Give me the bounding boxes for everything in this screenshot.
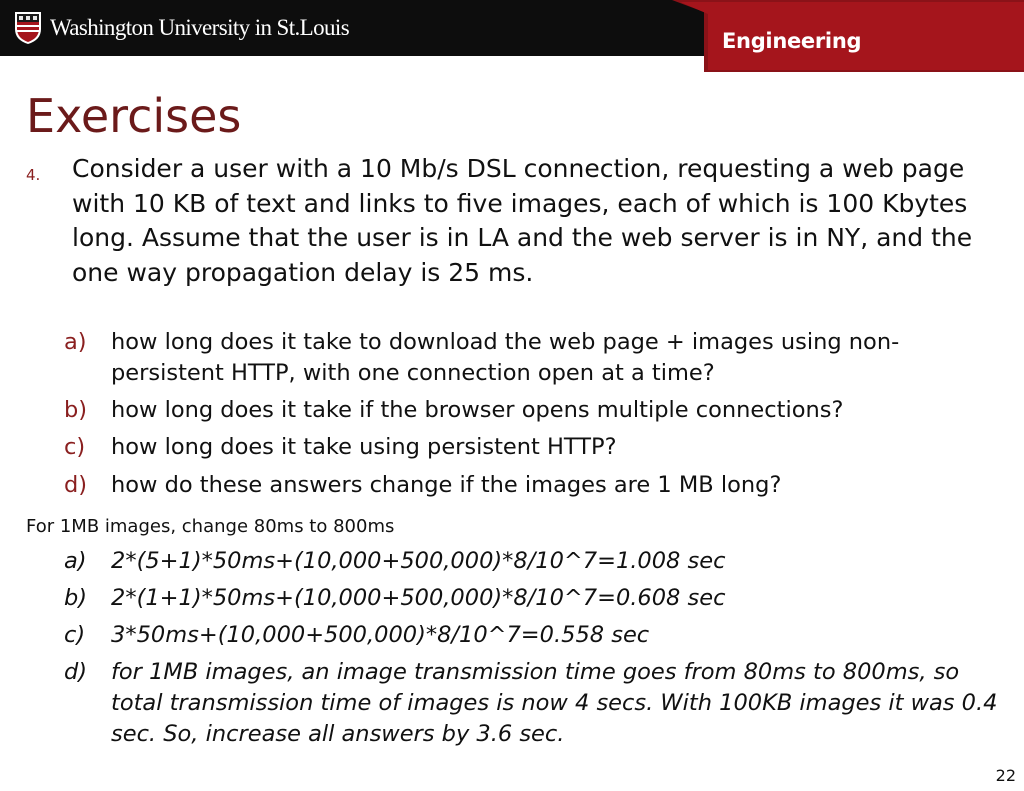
- answer-text: 2*(1+1)*50ms+(10,000+500,000)*8/10^7=0.608 sec: [111, 585, 726, 611]
- subquestion-marker: c): [64, 434, 86, 460]
- page-number: 22: [995, 766, 1016, 785]
- answer-d: [64, 657, 1004, 750]
- university-name: Washington University in St.Louis: [50, 15, 350, 40]
- subquestion-d: [64, 470, 1004, 501]
- answer-marker: a): [64, 548, 87, 574]
- slide-title: Exercises: [26, 89, 242, 143]
- answer-c: [64, 620, 1004, 651]
- subquestion-text: how long does it take using persistent HTTP?: [111, 434, 617, 460]
- question-number: 4.: [26, 166, 41, 184]
- answer-b: [64, 583, 1004, 614]
- subquestion-b: [64, 395, 1004, 426]
- answer-marker: c): [64, 622, 86, 648]
- subquestion-marker: b): [64, 397, 88, 423]
- answer-marker: d): [64, 659, 88, 685]
- engineering-label: Engineering: [722, 29, 862, 53]
- answer-text: 3*50ms+(10,000+500,000)*8/10^7=0.558 sec: [111, 622, 650, 648]
- answer-text: 2*(5+1)*50ms+(10,000+500,000)*8/10^7=1.008 sec: [111, 548, 726, 574]
- university-crest-icon: [14, 11, 42, 45]
- subquestion-marker: d): [64, 472, 88, 498]
- answer-text: for 1MB images, an image transmission time goes from 80ms to 800ms, so total transmission time of images is now 4 secs. With 100KB images it was 0.4 sec. So, increase all answers by 3.6 sec.: [111, 659, 998, 747]
- question-text: Consider a user with a 10 Mb/s DSL connection, requesting a web page with 10 KB of text and links to five images, each of which is 100 Kbytes long. Assume that the user is in LA and the web server is in NY, and the one way propagation delay is 25 ms.: [72, 154, 973, 287]
- subquestion-a: [64, 327, 1004, 389]
- subquestion-c: [64, 432, 1004, 463]
- subquestion-marker: a): [64, 329, 87, 355]
- answer-a: [64, 546, 1004, 577]
- answer-note: For 1MB images, change 80ms to 800ms: [26, 516, 395, 537]
- subquestion-text: how long does it take if the browser opens multiple connections?: [111, 397, 844, 423]
- subquestion-text: how do these answers change if the images are 1 MB long?: [111, 472, 782, 498]
- answer-marker: b): [64, 585, 88, 611]
- subquestion-text: how long does it take to download the web page + images using non-persistent HTTP, with one connection open at a time?: [111, 329, 900, 386]
- university-logo: [14, 11, 349, 45]
